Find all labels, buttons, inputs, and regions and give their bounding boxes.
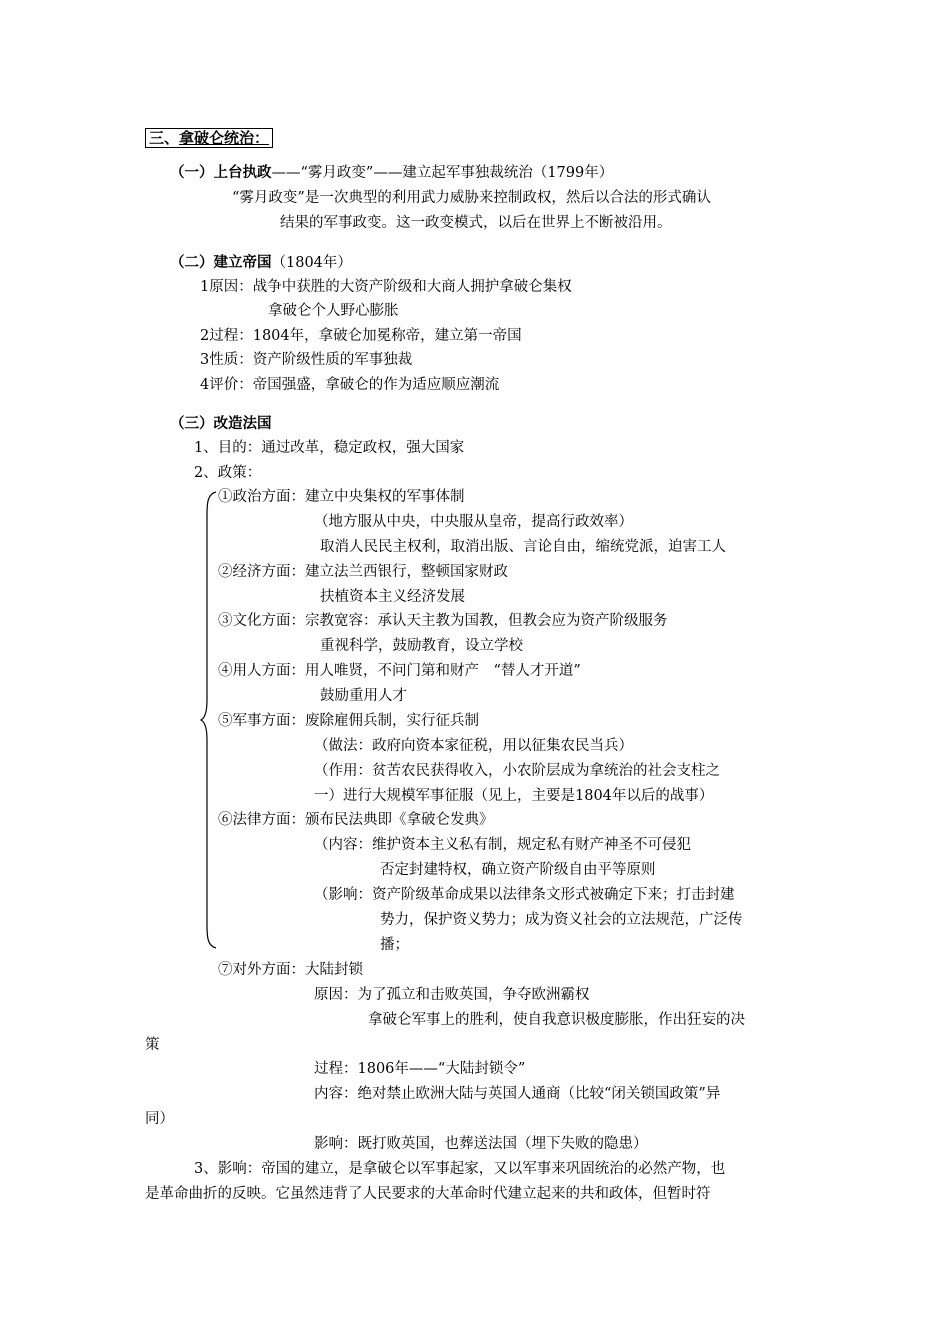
policy-brace [200,490,220,950]
policy-legal-impact: （影响：资产阶级革命成果以法律条文形式被确定下来；打击封建 [314,887,735,903]
policy-military: ⑤军事方面：废除雇佣兵制，实行征兵制 [218,713,479,729]
section-heading [145,128,273,148]
policy-personnel: ④用人方面：用人唯贤，不问门第和财产 “替人才开道” [218,663,581,679]
policy-political: ①政治方面：建立中央集权的军事体制 [218,489,465,505]
policy-culture-2: 重视科学，鼓励教育，设立学校 [320,638,523,654]
policy-economic: ②经济方面：建立法兰西银行，整顿国家财政 [218,564,508,580]
policy-legal-content-2: 否定封建特权，确立资产阶级自由平等原则 [380,862,656,878]
policy-foreign: ⑦对外方面：大陆封锁 [218,962,363,978]
policy-foreign-content-2: 同） [145,1111,174,1127]
policy-culture: ③文化方面：宗教宽容：承认天主教为国教，但教会应为资产阶级服务 [218,613,668,629]
part3-purpose: 1、目的：通过改革，稳定政权，强大国家 [194,440,465,456]
impact-line-2: 是革命曲折的反映。它虽然违背了人民要求的大革命时代建立起来的共和政体，但暂时符 [145,1186,711,1202]
part3-heading: （三）改造法国 [170,415,272,432]
policy-foreign-cause-3: 策 [145,1037,160,1053]
policy-legal: ⑥法律方面：颁布民法典即《拿破仑发典》 [218,812,494,828]
part2-cause-line-2: 拿破仑个人野心膨胀 [268,303,399,319]
policy-military-effect-2: 一）进行大规模军事征服（见上，主要是1804年以后的战事） [314,788,714,804]
part2-heading: （二）建立帝国 [170,254,272,271]
policy-foreign-content: 内容：绝对禁止欧洲大陆与英国人通商（比较“闭关锁国政策”异 [314,1086,721,1102]
policy-legal-impact-3: 播； [380,937,409,953]
part1-desc-line-2: 结果的军事政变。这一政变模式，以后在世界上不断被沿用。 [280,215,672,231]
policy-foreign-impact: 影响：既打败英国，也葬送法国（埋下失败的隐患） [314,1136,648,1152]
impact-line-1: 3、影响：帝国的建立，是拿破仑以军事起家，又以军事来巩固统治的必然产物，也 [194,1161,726,1177]
part2-evaluation: 4评价：帝国强盛，拿破仑的作为适应顺应潮流 [200,377,500,393]
policy-legal-impact-2: 势力，保护资义势力；成为资义社会的立法规范，广泛传 [380,912,743,928]
part2-nature: 3性质：资产阶级性质的军事独裁 [200,352,413,368]
part1-desc-line-1: “雾月政变”是一次典型的利用武力威胁来控制政权，然后以合法的形式确认 [232,190,711,206]
part1-heading-rest: ——“雾月政变”——建立起军事独裁统治（1799年） [271,165,614,181]
part3-policy-label: 2、政策： [194,465,262,481]
part2-process: 2过程：1804年，拿破仑加冕称帝，建立第一帝国 [200,328,522,344]
part2-heading-line [170,253,352,273]
policy-political-note: （地方服从中央，中央服从皇帝，提高行政效率） [314,514,633,530]
part2-cause-line-1: 1原因：战争中获胜的大资产阶级和大商人拥护拿破仑集权 [200,279,572,295]
policy-personnel-2: 鼓励重用人才 [320,688,407,704]
policy-foreign-cause-2: 拿破仑军事上的胜利，使自我意识极度膨胀，作出狂妄的决 [368,1012,745,1028]
policy-economic-2: 扶植资本主义经济发展 [320,589,465,605]
policy-political-2: 取消人民民主权利，取消出版、言论自由，缩统党派，迫害工人 [320,539,726,555]
part1-heading-line [170,163,613,183]
section-title: 拿破仑统治： [179,129,270,147]
policy-military-method: （做法：政府向资本家征税，用以征集农民当兵） [314,738,633,754]
part2-heading-rest: （1804年） [271,255,352,271]
policy-military-effect: （作用：贫苦农民获得收入，小农阶层成为拿统治的社会支柱之 [314,763,720,779]
policy-foreign-cause: 原因：为了孤立和击败英国，争夺欧洲霸权 [314,987,590,1003]
policy-foreign-process: 过程：1806年——“大陆封锁令” [314,1061,526,1077]
policy-legal-content: （内容：维护资本主义私有制，规定私有财产神圣不可侵犯 [314,837,691,853]
section-number: 三、 [149,129,180,147]
part1-heading: （一）上台执政 [170,164,272,181]
